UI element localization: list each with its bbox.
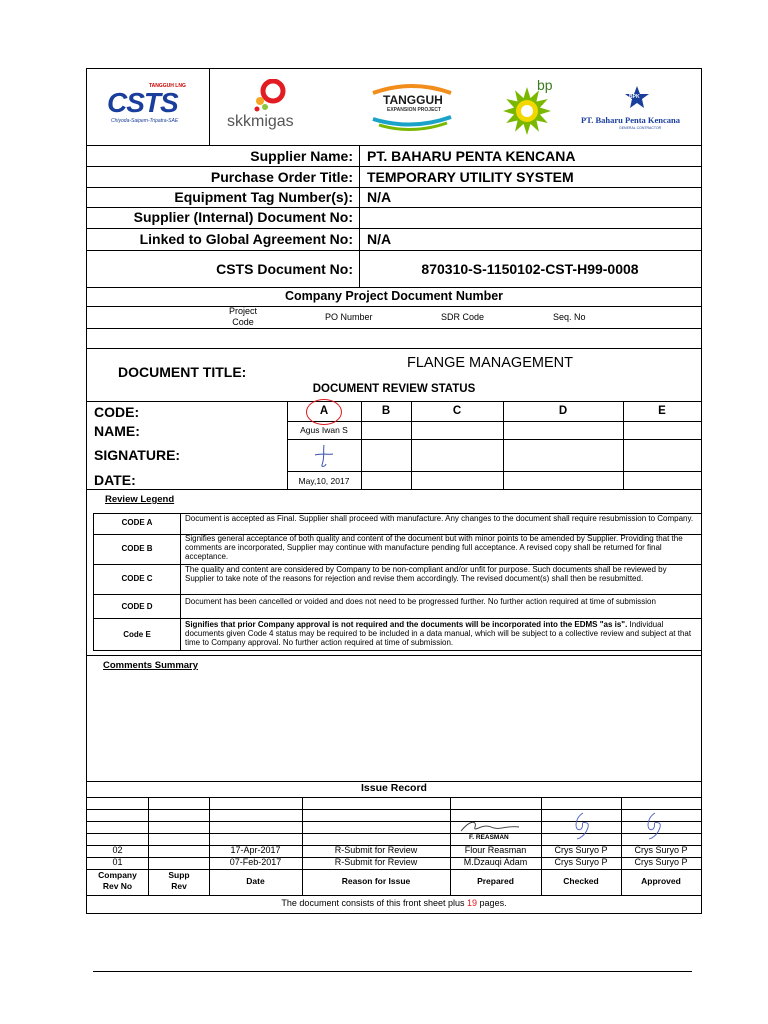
issue-row-1-approved: Crys Suryo P: [634, 845, 688, 855]
skkmigas-logo: [227, 79, 317, 135]
legend-text-e: [185, 620, 697, 647]
global-agreement-value: N/A: [367, 231, 392, 247]
po-number-header: PO Number: [325, 312, 373, 322]
csts-doc-label: CSTS Document No:: [216, 261, 353, 277]
document-frame: [86, 68, 702, 914]
legend-code-a: CODE A: [121, 518, 153, 527]
bp-logo: [499, 77, 563, 137]
tag-number-value: N/A: [367, 189, 392, 205]
comments-summary-title: Comments Summary: [103, 660, 199, 671]
logo-row: [87, 69, 701, 145]
legend-code-c: CODE C: [121, 574, 153, 583]
header-date: Date: [246, 876, 265, 886]
legend-code-b: CODE B: [121, 544, 153, 553]
code-e: E: [658, 405, 666, 417]
csts-logo-main: CSTS: [107, 87, 178, 118]
legend-text-e-bold: Signifies that prior Company approval is not required and the documents will be incorporated into the EDMS "as is".: [185, 620, 628, 629]
issue-row-2-prepared: M.Dzauqi Adam: [463, 857, 528, 867]
code-c: C: [452, 405, 462, 417]
code-b: B: [381, 405, 391, 417]
legend-text-a: Document is accepted as Final. Supplier shall proceed with manufacture. Any changes to the document shall require resubmission to Company.: [185, 514, 694, 523]
issue-row-1-rev: 02: [112, 845, 123, 855]
header-prepared: Prepared: [477, 876, 514, 886]
front-sheet-note: [87, 898, 701, 908]
approved-signature-icon: [641, 811, 667, 841]
issue-record-title: Issue Record: [361, 782, 427, 794]
front-sheet-note-end: pages.: [477, 898, 507, 908]
sdr-code-header: SDR Code: [441, 312, 485, 322]
code-d: D: [558, 405, 568, 417]
csts-logo-sub: Chiyoda-Saipem-Tripatra-SAE: [111, 118, 179, 124]
issue-row-2-checked: Crys Suryo P: [554, 857, 608, 867]
po-title-value: TEMPORARY UTILITY SYSTEM: [367, 169, 574, 185]
review-date: May,10, 2017: [298, 476, 350, 486]
csts-logo: [105, 83, 197, 129]
tangguh-logo: [369, 81, 455, 133]
reviewer-signature-icon: [309, 443, 339, 469]
legend-text-d: Document has been cancelled or voided and does not need to be progressed further. No further action required at time of submission: [185, 597, 656, 606]
issue-row-2-approved: Crys Suryo P: [634, 857, 688, 867]
tangguh-sub: EXPANSION PROJECT: [387, 107, 442, 113]
page-count: 19: [467, 898, 478, 908]
tangguh-text: TANGGUH: [383, 93, 443, 107]
issue-row-1-reason: R-Submit for Review: [334, 845, 418, 855]
code-a-selected-circle: [306, 399, 342, 425]
bpk-name: PT. Baharu Penta Kencana: [581, 115, 681, 125]
supplier-name-label: Supplier Name:: [250, 148, 353, 164]
legend-text-b: Signifies general acceptance of both quality and content of the document but with minor points to be amended by Supplier. Providing that the comments are incorporated, Supplier may continue with manufacture pending full acceptance. A revised copy shall be returned for final acceptance.: [185, 534, 683, 561]
issue-row-2-date: 07-Feb-2017: [229, 857, 282, 867]
review-status-title: DOCUMENT REVIEW STATUS: [312, 383, 476, 395]
header-reason: Reason for Issue: [341, 876, 411, 886]
checked-signature-icon: [569, 811, 595, 841]
issue-row-1-checked: Crys Suryo P: [554, 845, 608, 855]
tag-number-label: Equipment Tag Number(s):: [174, 189, 353, 205]
bpk-sub: GENERAL CONTRACTOR: [619, 126, 662, 130]
issue-row-2-rev: 01: [112, 857, 123, 867]
header-company-rev: Company Rev No: [98, 870, 137, 891]
issue-row-1-prepared: Flour Reasman: [464, 845, 527, 855]
bp-text: bp: [537, 77, 553, 93]
skkmigas-text: skkmigas: [227, 113, 294, 130]
skkmigas-mark-icon: [251, 79, 291, 113]
csts-doc-value: 870310-S-1150102-CST-H99-0008: [421, 261, 639, 277]
header-supp-rev: Supp Rev: [168, 870, 190, 891]
date-label: DATE:: [94, 472, 136, 488]
document-title-value: FLANGE MANAGEMENT: [407, 355, 573, 371]
review-legend-title: Review Legend: [105, 494, 175, 505]
legend-code-e: Code E: [123, 630, 151, 639]
supplier-doc-label: Supplier (Internal) Document No:: [133, 209, 353, 225]
prepared-signature-name: F. REASMAN: [469, 834, 509, 841]
issue-row-1-date: 17-Apr-2017: [230, 845, 281, 855]
bpk-logo: [579, 85, 701, 135]
code-label: CODE:: [94, 404, 140, 420]
global-agreement-label: Linked to Global Agreement No:: [139, 231, 353, 247]
document-title-label: DOCUMENT TITLE:: [118, 364, 247, 380]
po-title-label: Purchase Order Title:: [210, 169, 353, 185]
project-doc-title: Company Project Document Number: [284, 289, 504, 303]
header-checked: Checked: [563, 876, 599, 886]
bottom-rule: [93, 971, 692, 972]
reviewer-name: Agus Iwan S: [300, 425, 348, 435]
front-sheet-note-start: The document consists of this front sheet plus: [281, 898, 468, 908]
supplier-name-value: PT. BAHARU PENTA KENCANA: [367, 148, 576, 164]
issue-row-2-reason: R-Submit for Review: [334, 857, 418, 867]
bpk-mark: BPK: [629, 94, 640, 100]
project-code-header: Project Code: [228, 306, 257, 327]
header-approved: Approved: [641, 876, 681, 886]
legend-code-d: CODE D: [121, 602, 153, 611]
legend-text-c: The quality and content are considered by Company to be non-compliant and/or unfit for purpose. Such documents shall be reviewed by Supplier to take note of the reasons for rejection and revise them accordingly. The revised document(s) shall then be resubmitted.: [185, 565, 667, 583]
csts-logo-top: TANGGUH LNG: [149, 83, 186, 89]
seq-no-header: Seq. No: [553, 312, 586, 322]
legend-text-e-rest: Individual documents given Code 4 status may be required to be included in a data manual, which will be subject to a collective review and subject at that time to Company approval. No further action required at time of submission.: [185, 620, 692, 647]
code-a: A: [319, 405, 329, 417]
name-label: NAME:: [94, 423, 140, 439]
signature-label: SIGNATURE:: [94, 447, 181, 463]
